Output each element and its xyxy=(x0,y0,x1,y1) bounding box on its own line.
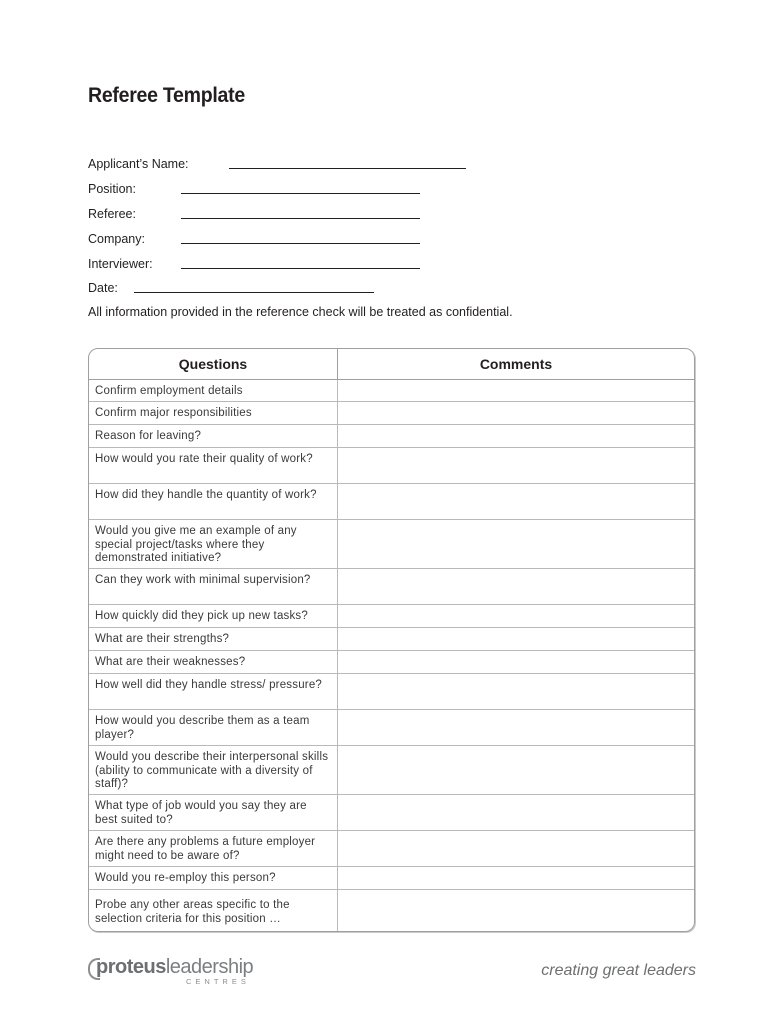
questions-header: Questions xyxy=(89,349,338,379)
field-label: Interviewer: xyxy=(88,257,153,271)
position-line[interactable] xyxy=(181,193,420,194)
questions-table xyxy=(88,348,695,932)
comment-cell[interactable] xyxy=(338,380,694,401)
comment-cell[interactable] xyxy=(338,605,694,627)
field-label: Position: xyxy=(88,182,136,196)
question-text: What are their strengths? xyxy=(89,628,338,650)
comment-cell[interactable] xyxy=(338,795,694,830)
confidentiality-note: All information provided in the reference check will be treated as confidential. xyxy=(88,305,513,319)
comment-cell[interactable] xyxy=(338,710,694,745)
comment-cell[interactable] xyxy=(338,448,694,483)
date-line[interactable] xyxy=(134,292,374,293)
question-text: Are there any problems a future employer might need to be aware of? xyxy=(89,831,338,866)
referee-field xyxy=(88,206,136,222)
question-text: Would you describe their interpersonal skills (ability to communicate with a diversity of staff)? xyxy=(89,746,338,794)
comment-cell[interactable] xyxy=(338,628,694,650)
applicant-name-line[interactable] xyxy=(229,168,466,169)
question-text: Would you give me an example of any special project/tasks where they demonstrated initiative? xyxy=(89,520,338,568)
logo-wordmark xyxy=(96,956,253,979)
table-row xyxy=(89,520,694,569)
document-title: Referee Template xyxy=(88,84,245,107)
field-label: Company: xyxy=(88,232,145,246)
logo-subtext: CENTRES xyxy=(186,977,250,986)
table-row xyxy=(89,380,694,402)
comment-cell[interactable] xyxy=(338,746,694,794)
applicant-name-field xyxy=(88,156,189,172)
table-row xyxy=(89,448,694,484)
comment-cell[interactable] xyxy=(338,674,694,709)
comments-header: Comments xyxy=(479,356,553,372)
table-row xyxy=(89,425,694,448)
question-text: How well did they handle stress/ pressure? xyxy=(89,674,338,709)
table-row xyxy=(89,831,694,867)
comment-cell[interactable] xyxy=(338,484,694,519)
question-text: What are their weaknesses? xyxy=(89,651,338,673)
comment-cell[interactable] xyxy=(338,520,694,568)
question-text: What type of job would you say they are best suited to? xyxy=(89,795,338,830)
field-label: Referee: xyxy=(88,207,136,221)
table-row xyxy=(89,402,694,425)
question-text: Reason for leaving? xyxy=(89,425,338,447)
question-text: How did they handle the quantity of work? xyxy=(89,484,338,519)
interviewer-line[interactable] xyxy=(181,268,420,269)
company-line[interactable] xyxy=(181,243,420,244)
question-text: Probe any other areas specific to the selection criteria for this position … xyxy=(89,890,338,932)
company-field xyxy=(88,231,145,247)
table-row xyxy=(89,605,694,628)
table-row xyxy=(89,867,694,890)
tagline: creating great leaders xyxy=(541,962,696,979)
logo-light-text: leadership xyxy=(165,956,254,978)
table-row xyxy=(89,890,694,932)
table-row xyxy=(89,484,694,520)
table-header xyxy=(89,349,694,380)
table-row xyxy=(89,674,694,710)
question-text: Can they work with minimal supervision? xyxy=(89,569,338,604)
field-label: Applicant’s Name: xyxy=(88,157,189,171)
table-row xyxy=(89,628,694,651)
comment-cell[interactable] xyxy=(338,569,694,604)
table-row xyxy=(89,710,694,746)
question-text: Confirm major responsibilities xyxy=(89,402,338,424)
table-row xyxy=(89,569,694,605)
comment-cell[interactable] xyxy=(338,831,694,866)
interviewer-field xyxy=(88,256,153,272)
logo-bold-text: proteus xyxy=(96,956,166,978)
comment-cell[interactable] xyxy=(338,402,694,424)
question-text: How quickly did they pick up new tasks? xyxy=(89,605,338,627)
table-row xyxy=(89,746,694,795)
table-row xyxy=(89,795,694,831)
comment-cell[interactable] xyxy=(338,425,694,447)
comment-cell[interactable] xyxy=(338,890,694,932)
date-field xyxy=(88,280,118,296)
field-label: Date: xyxy=(88,281,118,295)
referee-line[interactable] xyxy=(181,218,420,219)
comment-cell[interactable] xyxy=(338,651,694,673)
position-field xyxy=(88,181,136,197)
question-text: Would you re-employ this person? xyxy=(89,867,338,889)
table-row xyxy=(89,651,694,674)
question-text: Confirm employment details xyxy=(89,380,338,401)
question-text: How would you rate their quality of work? xyxy=(89,448,338,483)
comment-cell[interactable] xyxy=(338,867,694,889)
question-text: How would you describe them as a team player? xyxy=(89,710,338,745)
